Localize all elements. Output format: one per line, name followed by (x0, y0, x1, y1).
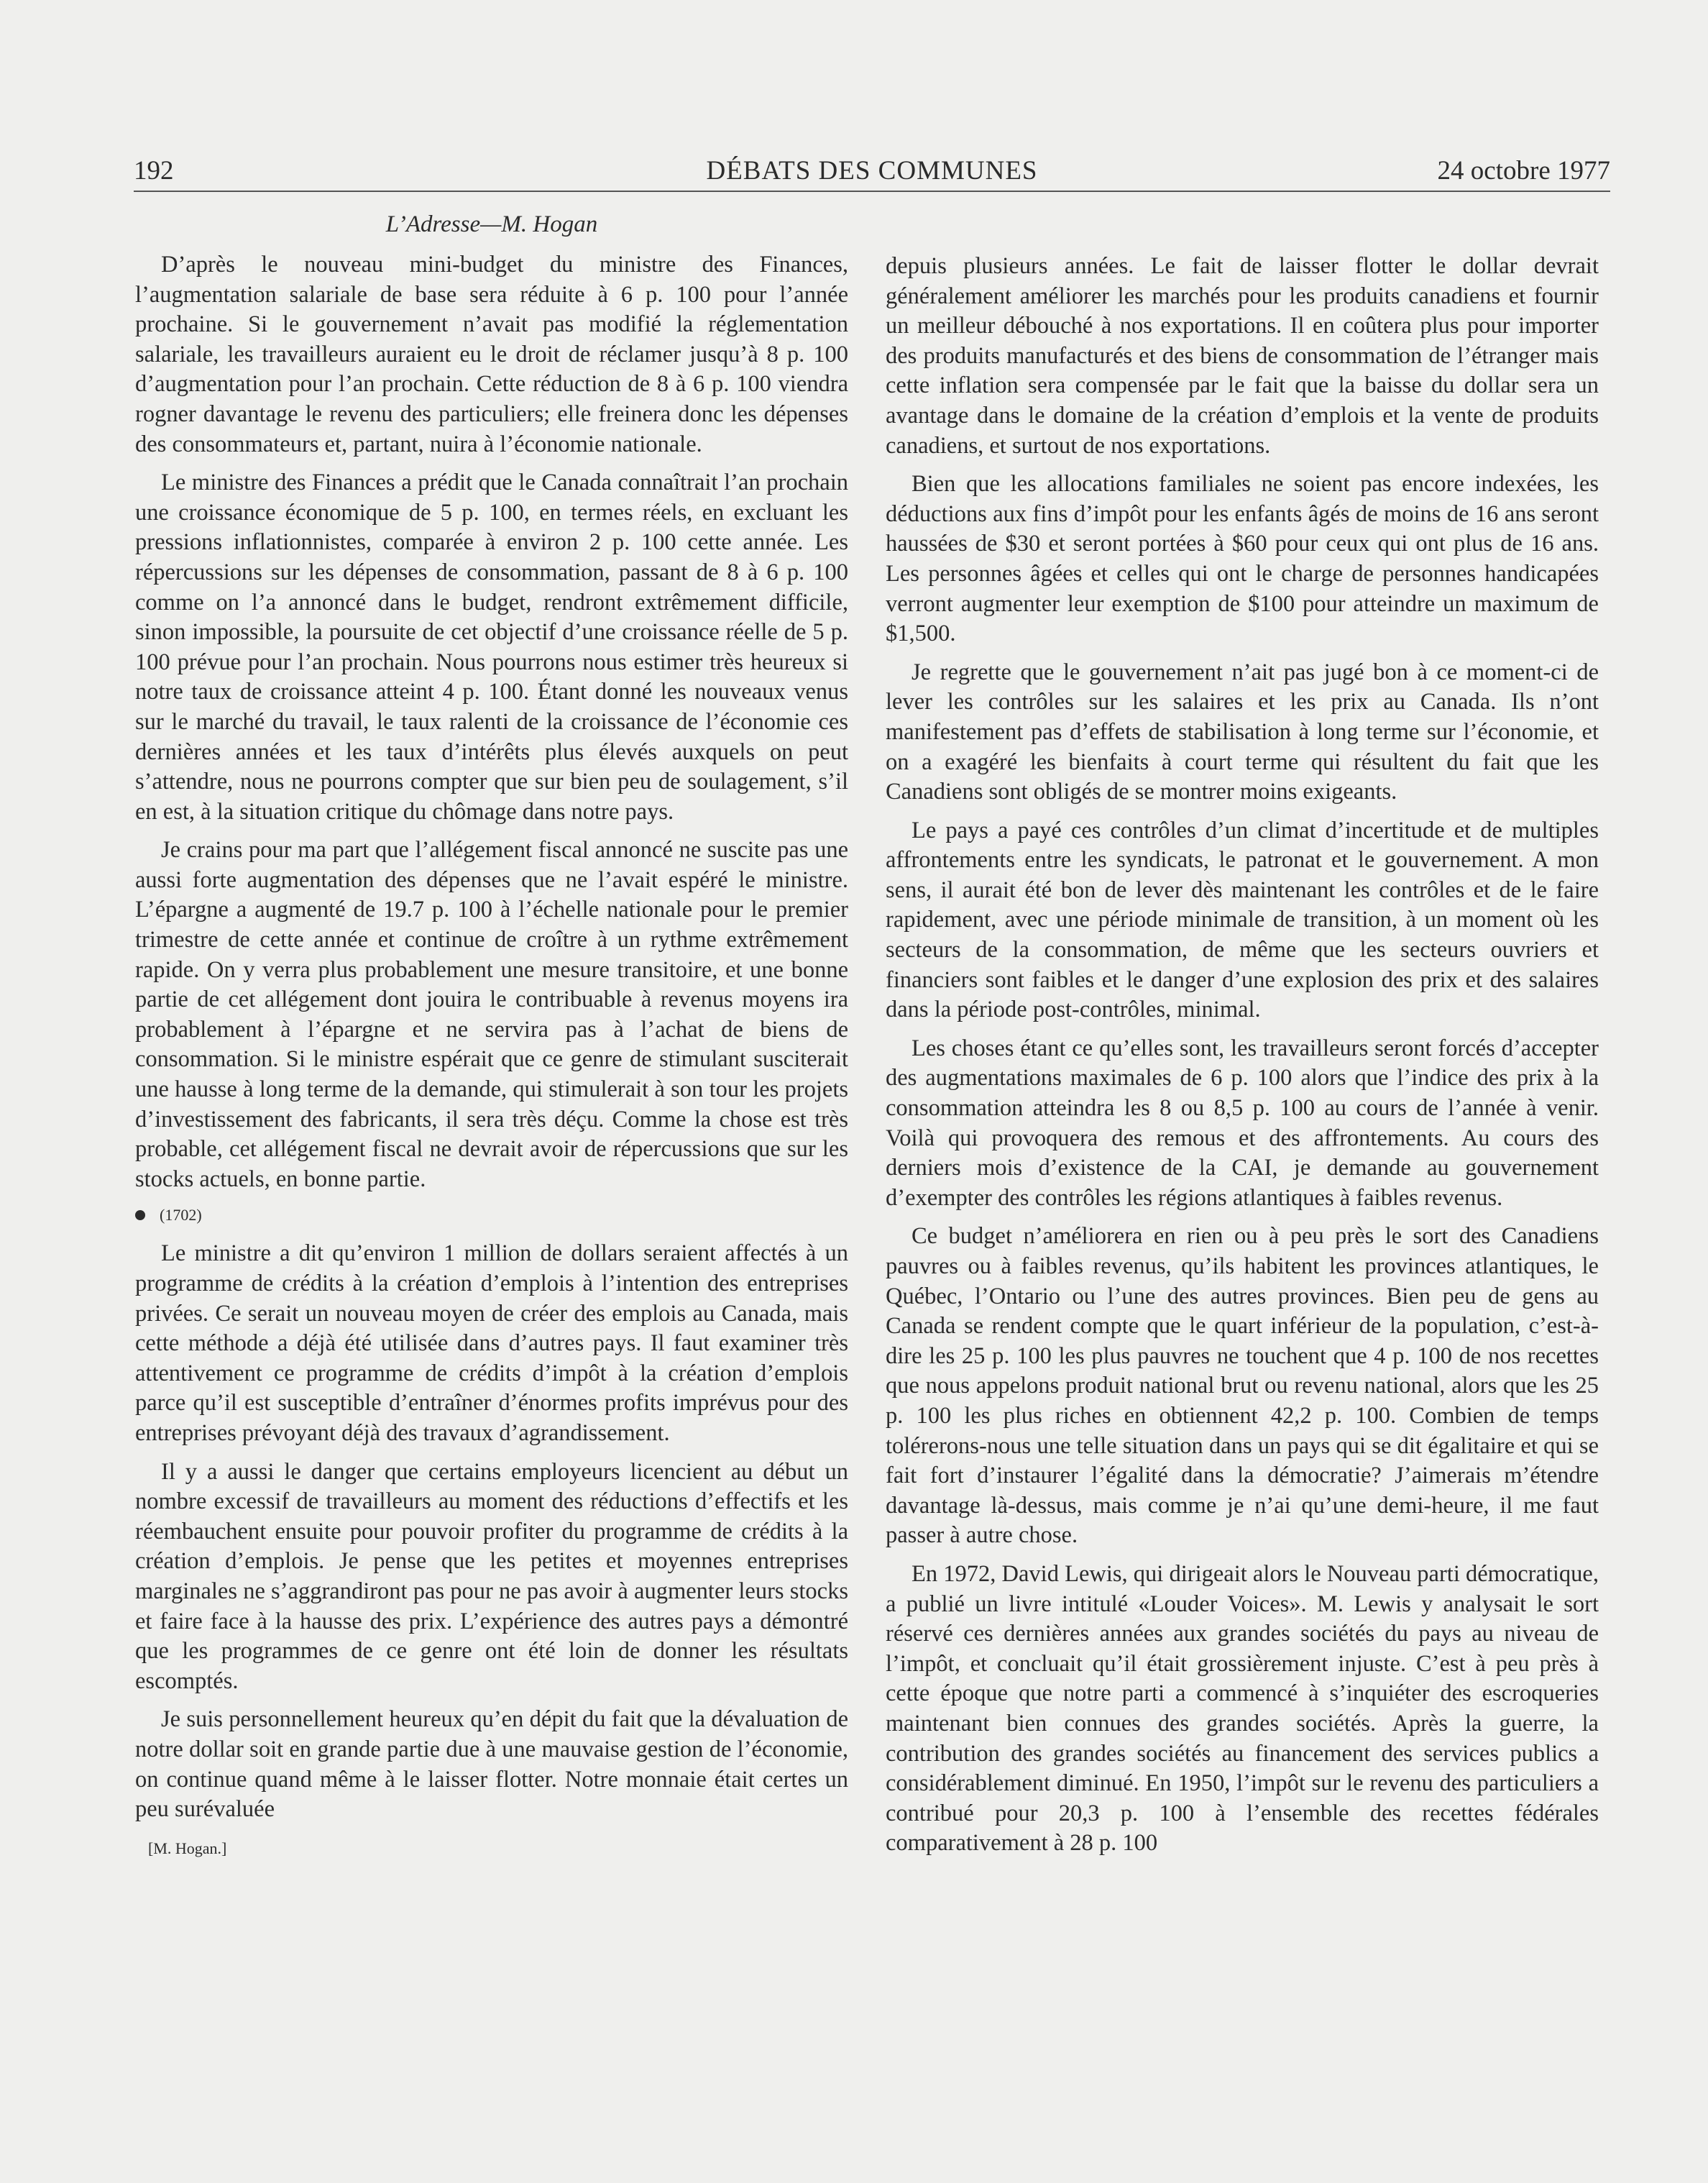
paragraph: depuis plusieurs années. Le fait de laisser flotter le dollar devrait généralement améliorer les marchés pour les produits canadiens et fournir un meilleur débouché à nos exportations. Il en coûtera plus pour importer des produits manufacturés et des biens de consommation de l’étranger mais cette inflation sera compensée par le fait que la baisse du dollar sera un avantage dans le domaine de la création d’emplois et la vente de produits canadiens, et surtout de nos exportations. (886, 253, 1599, 459)
paragraph: Ce budget n’améliorera en rien ou à peu près le sort des Canadiens pauvres ou à faibles revenus, qu’ils habitent les provinces atlantiques, le Québec, l’Ontario ou l’une des autres provinces. Bien peu de gens au Canada se rendent compte que le quart inférieur de la population, c’est-à-dire les 25 p. 100 les plus pauvres ne touchent que 4 p. 100 de nos recettes que nous appelons produit national brut ou revenu national, alors que les 25 p. 100 les plus riches en obtiennent 42,2 p. 100. Combien de temps tolérerons-nous une telle situation dans un pays qui se dit égalitaire et qui se fait fort d’instaurer l’égalité dans la démocratie? J’aimerais m’étendre davantage là-dessus, mais comme je n’ai qu’une demi-heure, il me faut passer à autre chose. (886, 1223, 1599, 1549)
issue-date: 24 octobre 1977 (1437, 156, 1610, 186)
page-number: 192 (134, 156, 174, 186)
left-column (135, 209, 848, 1859)
paragraph: Le ministre a dit qu’environ 1 million de dollars seraient affectés à un programme de crédits à la création d’emplois à l’intention des entreprises privées. Ce serait un nouveau moyen de créer des emplois au Canada, mais cette méthode a déjà été utilisée dans d’autres pays. Il faut examiner très attentivement ce programme de crédits d’impôt à la création d’emplois parce qu’il est susceptible d’entraîner d’énormes profits imprévus pour des entreprises prévoyant déjà des travaux d’agrandissement. (135, 1240, 848, 1446)
right-column (886, 252, 1599, 1867)
paragraph: Le ministre des Finances a prédit que le Canada connaîtrait l’an prochain une croissance économique de 5 p. 100, en termes réels, en excluant les pressions inflationnistes, comparée à environ 2 p. 100 cette année. Les répercussions sur les dépenses de consommation, passant de 8 à 6 p. 100 comme on l’a annoncé dans le budget, rendront extrêmement difficile, sinon impossible, la poursuite de cet objectif d’une croissance réelle de 5 p. 100 prévue pour l’an prochain. Nous pourrons nous estimer très heureux si notre taux de croissance atteint 4 p. 100. Étant donné les nouveaux venus sur le marché du travail, le taux ralenti de la croissance de l’économie ces dernières années et les taux d’intérêts plus élevés auxquels on peut s’attendre, nous ne pourrons compter que sur bien peu de soulagement, s’il en est, à la situation critique du chômage dans notre pays. (135, 470, 848, 825)
paragraph: Je suis personnellement heureux qu’en dépit du fait que la dévaluation de notre dollar soit en grande partie due à une mauvaise gestion de l’économie, on continue quand même à le laisser flotter. Notre monnaie était certes un peu surévaluée (135, 1706, 848, 1823)
time-marker (135, 1204, 848, 1226)
paragraph: Je crains pour ma part que l’allégement fiscal annoncé ne suscite pas une aussi forte augmentation des dépenses que ne l’avait espéré le ministre. L’épargne a augmenté de 19.7 p. 100 à l’échelle nationale pour le premier trimestre de cette année et continue de croître à un rythme extrêmement rapide. On y verra plus probablement une mesure transitoire, et une bonne partie de cet allégement dont jouira le contribuable à revenus moyens ira probablement à l’épargne et ne servira pas à l’achat de biens de consommation. Si le ministre espérait que ce genre de stimulant susciterait une hausse à long terme de la demande, qui stimulerait à son tour les projets d’investissement des fabricants, il sera très déçu. Comme la chose est très probable, cet allégement fiscal ne devrait avoir de répercussions que sur les stocks actuels, en bonne partie. (135, 837, 848, 1192)
paragraph: En 1972, David Lewis, qui dirigeait alors le Nouveau parti démocratique, a publié un livre intitulé «Louder Voices». M. Lewis y analysait le sort réservé ces dernières années aux grandes sociétés du pays au niveau de l’impôt, et concluait qu’il était grossièrement injuste. C’est à peu près à cette époque que notre parti a commencé à s’inquiéter des escroqueries maintenant bien connues des grandes sociétés. Après la guerre, la contribution des grandes sociétés au financement des services publics a considérablement diminué. En 1950, l’impôt sur le revenu des particuliers a contribué pour 20,3 p. 100 à l’ensemble des recettes fédérales comparativement à 28 p. 100 (886, 1560, 1599, 1857)
paragraph: Je regrette que le gouvernement n’ait pas jugé bon à ce moment-ci de lever les contrôles sur les salaires et les prix au Canada. Ils n’ont manifestement pas d’effets de stabilisation à long terme sur l’économie, et on a exagéré les bienfaits à court terme qui résultent du fait que les Canadiens sont obligés de se montrer moins exigeants. (886, 659, 1599, 805)
paragraph: Le pays a payé ces contrôles d’un climat d’incertitude et de multiples affrontements entre les syndicats, le patronat et le gouvernement. A mon sens, il aurait été bon de lever dès maintenant les contrôles et de le faire rapidement, avec une période minimale de transition, à un moment où les secteurs de la consommation, de même que les secteurs ouvriers et financiers sont faibles et le danger d’une explosion des prix et des salaires dans la période post-contrôles, minimal. (886, 817, 1599, 1023)
paragraph: Il y a aussi le danger que certains employeurs licencient au début un nombre excessif de travailleurs au moment des réductions d’effectifs et les réembauchent ensuite pour pouvoir profiter du programme de crédits à la création d’emplois. Je pense que les petites et moyennes entreprises marginales ne s’aggrandiront pas pour ne pas avoir à augmenter leurs stocks et faire face à la hausse des prix. L’expérience des autres pays a démontré que les programmes de ce genre ont été loin de donner les résultats escomptés. (135, 1458, 848, 1694)
journal-title: DÉBATS DES COMMUNES (706, 156, 1038, 186)
bullet-dot-icon (135, 1210, 145, 1220)
header-rule (134, 191, 1610, 192)
paragraph: D’après le nouveau mini-budget du ministre des Finances, l’augmentation salariale de base sera réduite à 6 p. 100 pour l’année prochaine. Si le gouvernement n’avait pas modifié la réglementation salariale, les travailleurs auraient eu le droit de réclamer jusqu’à 8 p. 100 d’augmentation pour l’an prochain. Cette réduction de 8 à 6 p. 100 viendra rogner davantage le revenu des particuliers; elle freinera donc les dépenses des consommateurs et, partant, nuira à l’économie nationale. (135, 252, 848, 457)
time-marker-label: (1702) (160, 1206, 202, 1225)
section-heading: L’Adresse—M. Hogan (385, 211, 598, 237)
speaker-tag: [M. Hogan.] (148, 1839, 227, 1857)
paragraph: Bien que les allocations familiales ne soient pas encore indexées, les déductions aux fins d’impôt pour les enfants âgés de moins de 16 ans seront haussées de $30 et seront portées à $60 pour ceux qui ont plus de 16 ans. Les personnes âgées et celles qui ont le charge de personnes handicapées verront augmenter leur exemption de $100 pour atteindre un maximum de $1,500. (886, 471, 1599, 647)
paragraph: Les choses étant ce qu’elles sont, les travailleurs seront forcés d’accepter des augmentations maximales de 6 p. 100 alors que l’indice des prix à la consommation atteindra les 8 ou 8,5 p. 100 au cours de l’année à venir. Voilà qui provoquera des remous et des affrontements. Au cours des derniers mois d’existence de la CAI, je demande au gouvernement d’exempter des contrôles les régions atlantiques à faibles revenus. (886, 1035, 1599, 1211)
page-header (134, 152, 1610, 190)
